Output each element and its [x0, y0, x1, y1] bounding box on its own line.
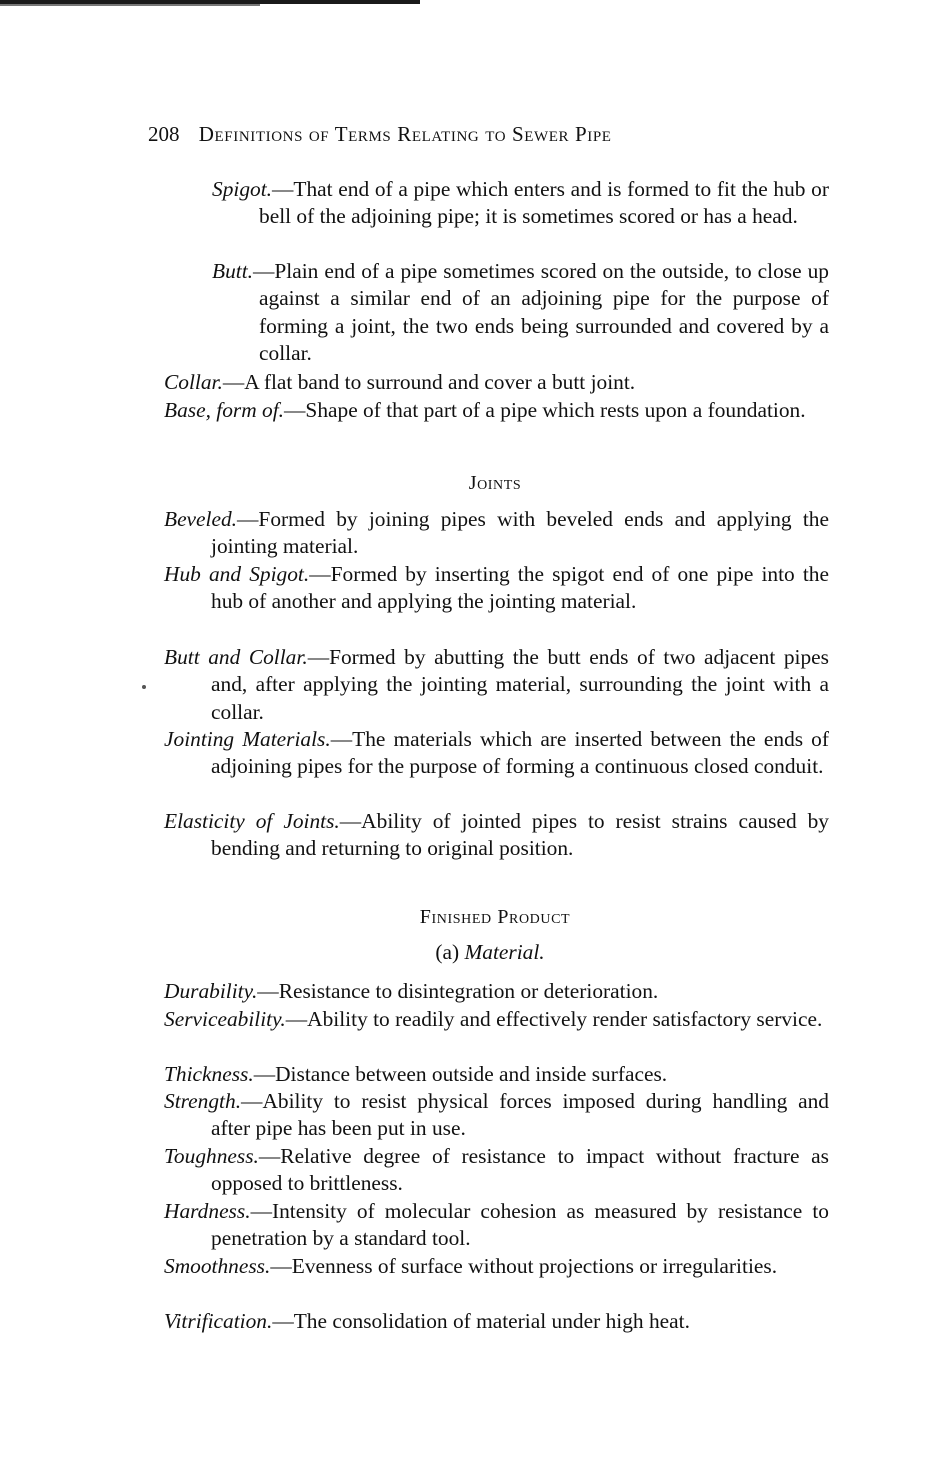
subsection-heading-material: [0, 940, 950, 965]
definition-text: —Resistance to disintegration or deterioration.: [257, 979, 659, 1003]
page-number: 208: [148, 122, 180, 146]
definition-term: Butt.: [212, 259, 253, 283]
definition-term: Elasticity of Joints.: [164, 809, 340, 833]
definition-entry: [164, 506, 829, 561]
definition-text: —Shape of that part of a pipe which rests upon a foundation.: [284, 398, 806, 422]
definition-text: —That end of a pipe which enters and is formed to fit the hub or bell of the adjoining pipe; it is sometimes scored or has a head.: [259, 177, 829, 229]
definition-entry: [164, 1061, 829, 1088]
definition-text: —Intensity of molecular cohesion as measured by resistance to penetration by a standard tool.: [211, 1199, 829, 1251]
definition-text: —Ability of jointed pipes to resist strains caused by bending and returning to original position.: [211, 809, 829, 861]
definition-entry: [164, 1006, 829, 1033]
definition-text: —Ability to readily and effectively render satisfactory service.: [285, 1007, 823, 1031]
definition-term: Spigot.: [212, 177, 273, 201]
definition-text: —Formed by abutting the butt ends of two adjacent pipes and, after applying the jointing material, surrounding the joint with a collar.: [211, 645, 829, 724]
definition-text: —Formed by inserting the spigot end of one pipe into the hub of another and applying the jointing material.: [211, 562, 829, 614]
definition-term: Serviceability.: [164, 1007, 286, 1031]
definition-term: Smoothness.: [164, 1254, 271, 1278]
definition-text: —Relative degree of resistance to impact without fracture as opposed to brittleness.: [211, 1144, 829, 1196]
subsection-title: Material.: [464, 940, 545, 964]
definition-term: Hub and Spigot.: [164, 562, 310, 586]
definition-text: —The materials which are inserted between the ends of adjoining pipes for the purpose of forming a continuous closed conduit.: [211, 727, 829, 779]
definition-entry: [164, 561, 829, 616]
definition-term: Butt and Collar.: [164, 645, 308, 669]
running-head-title: Definitions of Terms Relating to Sewer Pipe: [198, 122, 612, 146]
definition-term: Strength.: [164, 1089, 242, 1113]
definition-term: Durability.: [164, 979, 258, 1003]
definition-text: —Distance between outside and inside surfaces.: [253, 1062, 668, 1086]
definition-term: Thickness.: [164, 1062, 254, 1086]
section-heading-joints: Joints: [468, 472, 522, 494]
definition-term: Hardness.: [164, 1199, 251, 1223]
definition-entry: [164, 978, 829, 1005]
definition-entry: [164, 1198, 829, 1253]
definition-term: Beveled.: [164, 507, 238, 531]
definition-text: —Formed by joining pipes with beveled ends and applying the jointing material.: [211, 507, 829, 559]
definition-entry: [164, 808, 829, 863]
definition-text: —The consolidation of material under high heat.: [272, 1309, 690, 1333]
definition-term: Base, form of.: [164, 398, 285, 422]
section-heading-finished-product: Finished Product: [419, 906, 571, 928]
definition-entry: [164, 369, 829, 396]
definition-text: —A flat band to surround and cover a butt joint.: [222, 370, 636, 394]
definition-entry: [164, 1088, 829, 1143]
print-speck: [142, 685, 146, 689]
subsection-label: (a): [435, 940, 460, 964]
definition-term: Toughness.: [164, 1144, 259, 1168]
definition-text: —Ability to resist physical forces imposed during handling and after pipe has been put in use.: [211, 1089, 829, 1141]
definition-entry: [164, 1308, 829, 1335]
definition-entry: [164, 397, 829, 424]
definition-text: —Evenness of surface without projections or irregularities.: [270, 1254, 778, 1278]
definition-entry: [164, 1143, 829, 1198]
definition-text: —Plain end of a pipe sometimes scored on the outside, to close up against a similar end of an adjoining pipe for the purpose of forming a joint, the two ends being surrounded and covered by a collar.: [253, 259, 829, 366]
definition-entry: [164, 726, 829, 781]
definition-term: Vitrification.: [164, 1309, 273, 1333]
definition-entry: [164, 1253, 829, 1280]
definition-entry: [212, 258, 829, 368]
definition-entry: [164, 644, 829, 726]
definition-entry: [212, 176, 829, 231]
definition-term: Jointing Materials.: [164, 727, 331, 751]
definition-term: Collar.: [164, 370, 223, 394]
